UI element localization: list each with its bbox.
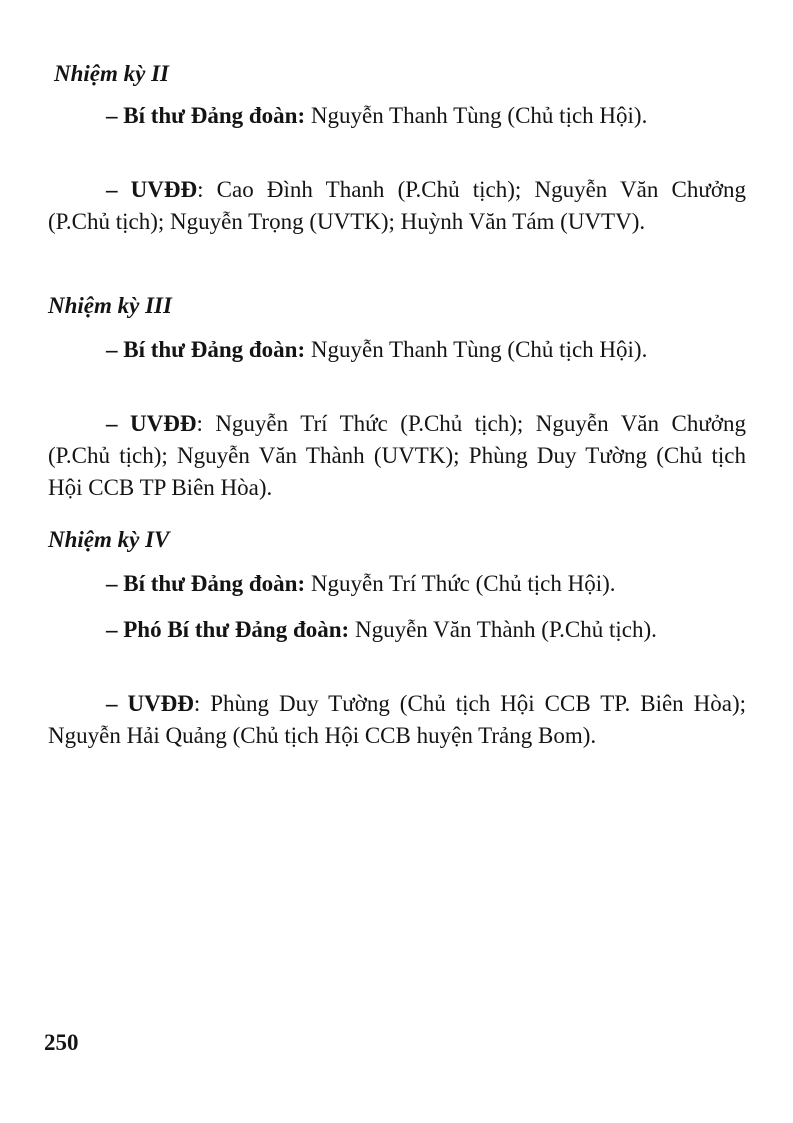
role-label: – Bí thư Đảng đoàn: [106, 571, 306, 596]
role-label: – Phó Bí thư Đảng đoàn: [106, 617, 350, 642]
party-secretary-entry [48, 568, 746, 600]
committee-members-entry [48, 688, 746, 752]
role-members: : Cao Đình Thanh (P.Chủ tịch); Nguyễn Văn Chưởng (P.Chủ tịch); Nguyễn Trọng (UVTK); Huỳnh Văn Tám (UVTV). [48, 177, 746, 234]
party-secretary-entry [48, 100, 746, 132]
role-label: – Bí thư Đảng đoàn: [106, 337, 306, 362]
role-members: Nguyễn Văn Thành (P.Chủ tịch). [349, 617, 657, 642]
role-members: : Phùng Duy Tường (Chủ tịch Hội CCB TP. Biên Hòa); Nguyễn Hải Quảng (Chủ tịch Hội CCB huyện Trảng Bom). [48, 691, 746, 748]
role-members: Nguyễn Thanh Tùng (Chủ tịch Hội). [305, 337, 648, 362]
role-label: – UVĐĐ [106, 691, 194, 716]
role-label: – Bí thư Đảng đoàn: [106, 103, 306, 128]
term-heading-3: Nhiệm kỳ III [48, 293, 172, 318]
role-members: Nguyễn Thanh Tùng (Chủ tịch Hội). [305, 103, 648, 128]
committee-members-entry [48, 174, 746, 238]
party-secretary-entry [48, 334, 746, 366]
role-label: – UVĐĐ [106, 177, 198, 202]
page-number: 250 [44, 1030, 79, 1055]
deputy-secretary-entry [48, 614, 746, 646]
role-members: : Nguyễn Trí Thức (P.Chủ tịch); Nguyễn Văn Chưởng (P.Chủ tịch); Nguyễn Văn Thành (UVTK); Phùng Duy Tường (Chủ tịch Hội CCB TP Biên Hòa). [48, 411, 746, 500]
term-heading-4: Nhiệm kỳ IV [48, 527, 170, 552]
role-label: – UVĐĐ [106, 411, 197, 436]
role-members: Nguyễn Trí Thức (Chủ tịch Hội). [305, 571, 616, 596]
term-heading-2: Nhiệm kỳ II [54, 61, 169, 86]
committee-members-entry [48, 408, 746, 504]
